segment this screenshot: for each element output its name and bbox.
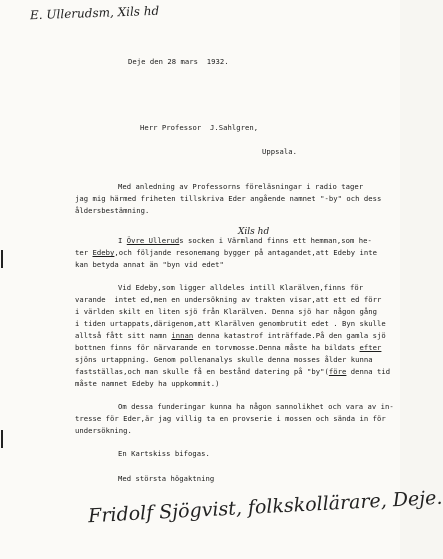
letter-line — [75, 320, 386, 328]
letter-line — [118, 183, 363, 191]
line-text: i tiden urtappats,därigenom,att Klarälven genombrutit edet . Byn skulle — [75, 319, 386, 328]
line-text: i världen skilt en liten sjö från Klarälven. Denna sjö har någon gång — [75, 307, 378, 316]
letter-line — [75, 332, 386, 340]
recipient-name: Herr Professor J.Sahlgren, — [140, 123, 259, 132]
line-text: åldersbestämning. — [75, 206, 150, 215]
place-date-line: Deje den 28 mars 1932. — [128, 57, 229, 66]
letter-line — [75, 296, 381, 304]
line-text: varande intet ed,men en undersökning av trakten visar,att ett ed förr — [75, 295, 382, 304]
letter-line — [75, 195, 381, 203]
letter-line — [75, 368, 390, 376]
letter-line — [75, 308, 377, 316]
line-text: ter — [75, 248, 93, 257]
underlined-text: före — [328, 367, 347, 376]
handwritten-insert: Xils hd — [238, 227, 270, 237]
line-text: undersökning. — [75, 426, 132, 435]
line-text: Om dessa funderingar kunna ha någon sannolikhet och vara av in- — [118, 402, 394, 411]
underlined-text: innan — [171, 331, 194, 340]
letter-line — [75, 380, 219, 388]
letter-line — [75, 356, 373, 364]
letter-line — [75, 427, 132, 435]
line-text: kan betyda annat än "byn vid edet" — [75, 260, 224, 269]
line-text: denna katastrof inträffade.På den gamla sjö — [193, 331, 386, 340]
underlined-text: Edeby — [92, 248, 115, 257]
line-text: Med anledning av Professorns föreläsningar i radio tager — [118, 182, 364, 191]
line-text: tresse för Eder,är jag villig ta en provserie i mossen och sända in för — [75, 414, 386, 423]
letter-line — [75, 261, 224, 269]
margin-mark — [1, 430, 3, 448]
margin-mark — [1, 250, 3, 268]
underlined-text: Övre Ullerud — [126, 236, 180, 245]
handwritten-archive-note: E. Ullerudsm, Xils hd — [29, 3, 160, 23]
letter-line — [118, 237, 372, 245]
underlined-text: efter — [359, 343, 382, 352]
letter-line — [75, 207, 149, 215]
line-text: ,och följande resonemang bygger på antagandet,att Edeby inte — [114, 248, 378, 257]
line-text: måste namnet Edeby ha uppkommit.) — [75, 379, 220, 388]
letter-line — [118, 284, 363, 292]
recipient-city: Uppsala. — [262, 147, 298, 156]
letter-line — [118, 475, 214, 483]
letter-line — [118, 450, 210, 458]
line-text: alltså fått sitt namn — [75, 331, 172, 340]
line-text: En Kartskiss bifogas. — [118, 449, 210, 458]
letter-line — [75, 415, 386, 423]
handwritten-signature: Fridolf Sjögvist, folkskollärare, Deje. — [87, 486, 443, 528]
line-text: sjöns urtappning. Genom pollenanalys skulle denna mosses ålder kunna — [75, 355, 373, 364]
line-text: Vid Edeby,som ligger alldeles intill Klarälven,finns för — [118, 283, 364, 292]
line-text: bottnen finns för närvarande en torvmosse.Denna måste ha bildats — [75, 343, 360, 352]
line-text: denna tid — [346, 367, 391, 376]
letter-line — [118, 403, 394, 411]
letter-line — [75, 344, 381, 352]
line-text: Med största högaktning — [118, 474, 215, 483]
line-text: fastställas,och man skulle få en bestånd datering på "by"( — [75, 367, 329, 376]
line-text: jag mig härmed friheten tillskriva Eder angående namnet "-by" och dess — [75, 194, 382, 203]
line-text: I — [118, 236, 127, 245]
letter-line — [75, 249, 377, 257]
line-text: s socken i Värmland finns ett hemman,som he- — [179, 236, 372, 245]
